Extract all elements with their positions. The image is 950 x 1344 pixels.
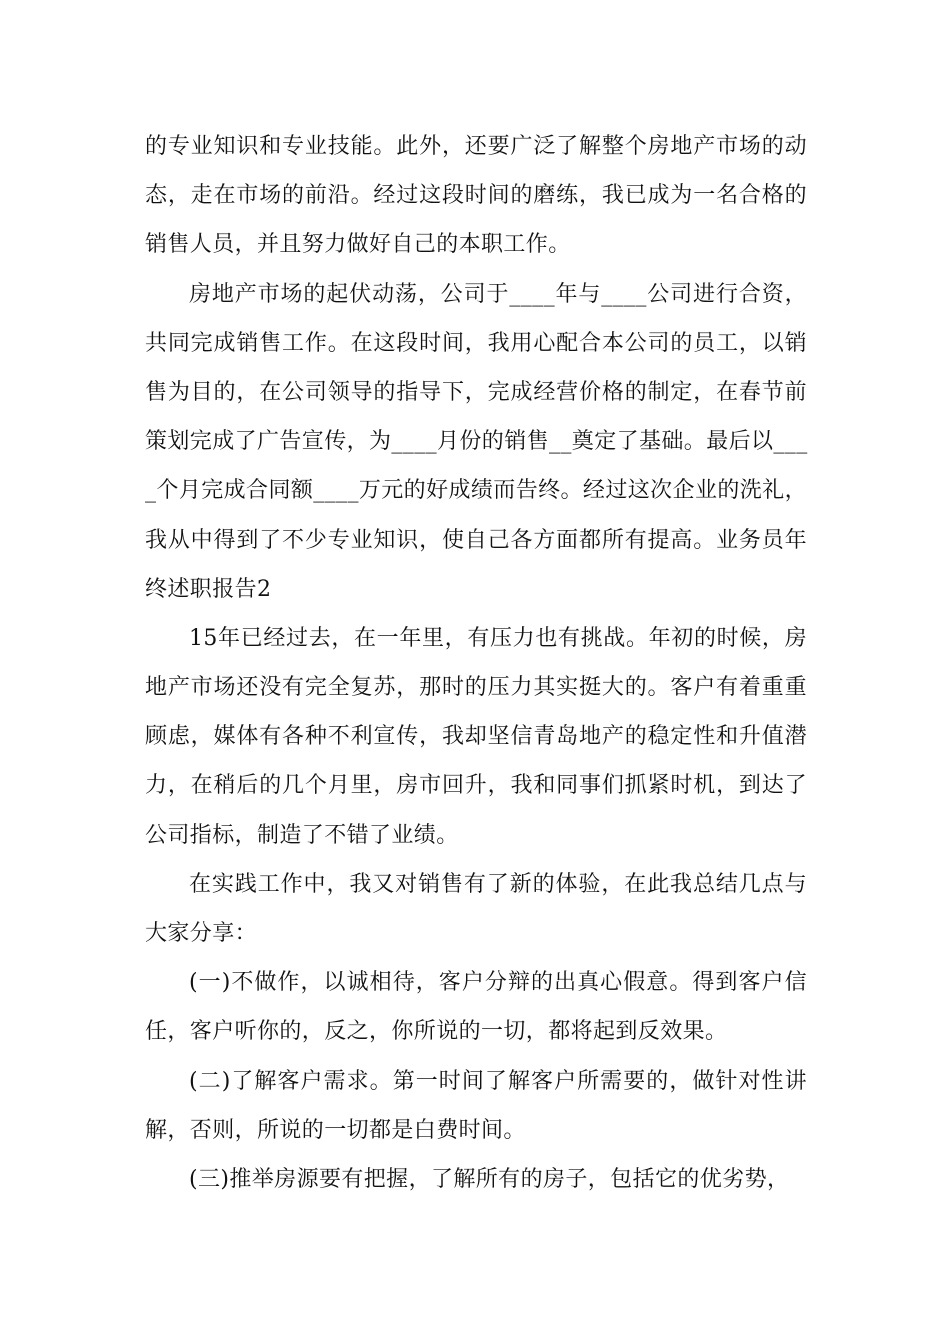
text-line: 共同完成销售工作。在这段时间，我用心配合本公司的员工，以销 xyxy=(145,330,807,356)
document-body xyxy=(145,122,807,1204)
text-line: 解，否则，所说的一切都是白费时间。 xyxy=(145,1117,526,1143)
text-line: 大家分享： xyxy=(145,921,258,946)
text-line: 在实践工作中，我又对销售有了新的体验，在此我总结几点与 xyxy=(189,871,807,897)
text-line: 公司指标，制造了不错了业绩。 xyxy=(145,822,459,848)
text-line: 力，在稍后的几个月里，房市回升，我和同事们抓紧时机，到达了 xyxy=(145,773,807,799)
text-line: (三)推举房源要有把握，了解所有的房子，包括它的优劣势， xyxy=(189,1166,790,1192)
paragraph xyxy=(145,270,807,614)
text-line: 销售人员，并且努力做好自己的本职工作。 xyxy=(145,232,571,258)
text-line: 策划完成了广告宣传，为____月份的销售__奠定了基础。最后以___ xyxy=(145,429,808,455)
text-line: 地产市场还没有完全复苏，那时的压力其实挺大的。客户有着重重 xyxy=(145,675,807,701)
text-line: 房地产市场的起伏动荡，公司于____年与____公司进行合资， xyxy=(189,281,807,307)
text-line: 态，走在市场的前沿。经过这段时间的磨练，我已成为一名合格的 xyxy=(145,183,807,209)
text-line: 任，客户听你的，反之，你所说的一切，都将起到反效果。 xyxy=(145,1019,728,1045)
text-line: 终述职报告2 xyxy=(145,576,272,602)
text-line: (二)了解客户需求。第一时间了解客户所需要的，做针对性讲 xyxy=(189,1068,807,1094)
paragraph xyxy=(145,1155,807,1204)
text-line: 顾虑，媒体有各种不利宣传，我却坚信青岛地产的稳定性和升值潜 xyxy=(145,724,807,750)
text-line: 售为目的，在公司领导的指导下，完成经营价格的制定，在春节前 xyxy=(145,379,807,405)
text-line: (一)不做作，以诚相待，客户分辩的出真心假意。得到客户信 xyxy=(189,970,807,996)
text-line: 我从中得到了不少专业知识，使自己各方面都所有提高。业务员年 xyxy=(145,527,807,553)
paragraph xyxy=(145,614,807,860)
text-line: 的专业知识和专业技能。此外，还要广泛了解整个房地产市场的动 xyxy=(145,134,807,159)
text-line: _个月完成合同额____万元的好成绩而告终。经过这次企业的洗礼， xyxy=(145,478,807,504)
paragraph xyxy=(145,958,807,1056)
paragraph xyxy=(145,860,807,958)
paragraph xyxy=(145,122,807,270)
paragraph xyxy=(145,1057,807,1155)
text-line: 15年已经过去，在一年里，有压力也有挑战。年初的时候，房 xyxy=(189,625,807,651)
